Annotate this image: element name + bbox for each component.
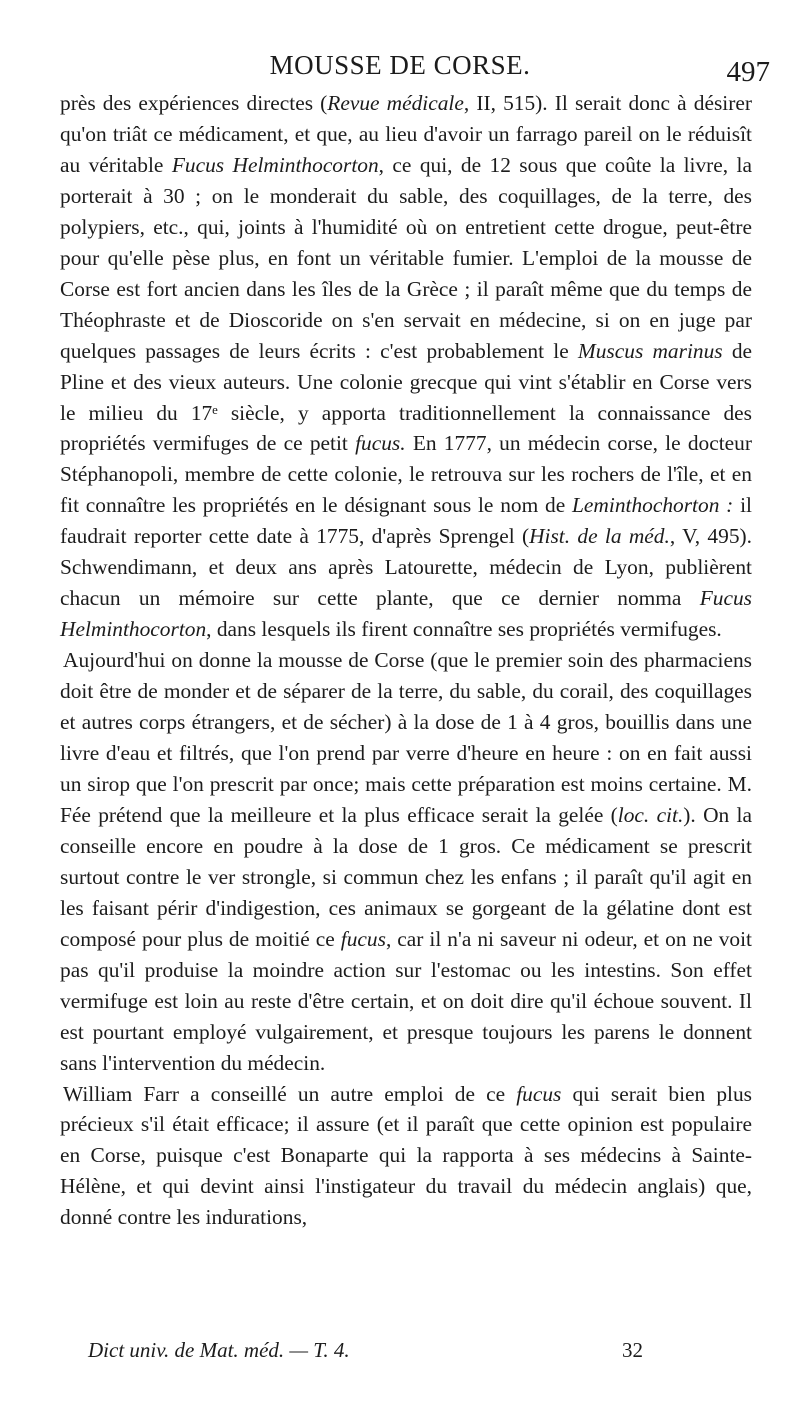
italic-text: Muscus marinus	[577, 338, 723, 363]
italic-text: fucus	[516, 1081, 562, 1106]
paragraph	[60, 1079, 752, 1234]
page-footer	[0, 1338, 800, 1368]
text-run: , V, 495). Schwendimann, et deux ans après Latourette, médecin de Lyon, publièrent chacun un mémoire sur cette plante, que ce dernier nomma	[60, 524, 752, 611]
text-run: ). On la conseille encore en poudre à la dose de 1 gros. Ce médicament se prescrit surtout contre le ver strongle, si commun chez les enfans ; il paraît qu'il agit en les faisant périr d'indigestion, ces animaux se gorgeant de la gélatine dont est composé pour plus de moitié ce	[60, 802, 752, 951]
italic-text: loc. cit.	[617, 802, 684, 827]
italic-text: fucus	[340, 926, 386, 951]
italic-text: Hist. de la méd.	[529, 524, 670, 549]
footer-reference: Dict univ. de Mat. méd. — T. 4.	[88, 1338, 350, 1362]
paragraph	[60, 88, 752, 645]
text-run: il faudrait reporter cette date à 1775, d'après Sprengel (	[60, 493, 753, 549]
text-run: qui serait bien plus précieux s'il était efficace; il assure (et il paraît que cette opinion est populaire en Corse, puisque c'est Bonaparte qui la rapporta à ses médecins à Sainte-Hélène, et qui devint ainsi l'instigateur du travail du médecin anglais) que, donné contre les indurations,	[60, 1081, 752, 1230]
signature-mark: 32	[622, 1338, 643, 1362]
page-header	[0, 50, 800, 90]
page-number: 497	[726, 56, 770, 88]
text-run: , car il n'a ni saveur ni odeur, et on ne voit pas qu'il produise la moindre action sur l'estomac ou les intestins. Son effet vermifuge est loin au reste d'être certain, et on doit dire qu'il échoue souvent. Il est pourtant employé vulgairement, et presque toujours les parens le donnent sans l'intervention du médecin.	[60, 926, 752, 1075]
text-run: , ce qui, de 12 sous que coûte la livre, la porterait à 30 ; on le monderait du sable, des coquillages, de la terre, des polypiers, etc., qui, joints à l'humidité où on entretient cette drogue, peut-être pour qu'elle pèse plus, en font un véritable fumier. L'emploi de la mousse de Corse est fort ancien dans les îles de la Grèce ; il paraît même que du temps de Théophraste et de Dioscoride on s'en servait en médecine, si on en juge par quelques passages de leurs écrits : c'est probablement le	[60, 152, 752, 363]
text-run: William Farr a conseillé un autre emploi de ce	[63, 1081, 517, 1106]
text-run: , II, 515). Il serait donc à désirer qu'on triât ce médicament, et que, au lieu d'avoir un farrago pareil on le réduisît au véritable	[60, 91, 752, 177]
italic-text: Revue médicale	[327, 91, 464, 115]
body-text	[60, 88, 752, 1233]
text-run: En 1777, un médecin corse, le docteur Stéphanopoli, membre de cette colonie, le retrouva sur les rochers de l'île, et en fit connaître les propriétés en le désignant sous le nom de	[60, 431, 752, 518]
italic-text: Fucus Helminthocorton	[60, 586, 752, 642]
italic-text: Fucus Helminthocorton	[171, 152, 379, 177]
text-run: , dans lesquels ils firent connaître ses propriétés vermifuges.	[206, 617, 722, 642]
text-run: Aujourd'hui on donne la mousse de Corse (que le premier soin des pharmaciens doit être de monder et de séparer de la terre, du sable, du corail, des coquillages et autres corps étrangers, et de sécher) à la dose de 1 à 4 gros, bouillis dans une livre d'eau et filtrés, que l'on prend par verre d'heure en heure : on en fait aussi un sirop que l'on prescrit par once; mais cette préparation est moins certaine. M. Fée prétend que la meilleure et la plus efficace serait la gelée (	[60, 648, 752, 827]
italic-text: Leminthochorton :	[572, 493, 734, 518]
paragraph	[60, 645, 752, 1078]
running-title: MOUSSE DE CORSE.	[269, 50, 531, 80]
italic-text: fucus.	[355, 431, 406, 456]
text-run: près des expériences directes (	[60, 91, 328, 115]
text-run: de Pline et des vieux auteurs. Une colonie grecque qui vint s'établir en Corse vers le milieu du 17ᵉ siècle, y apporta traditionnellement la connaissance des propriétés vermifuges de ce petit	[60, 338, 753, 456]
